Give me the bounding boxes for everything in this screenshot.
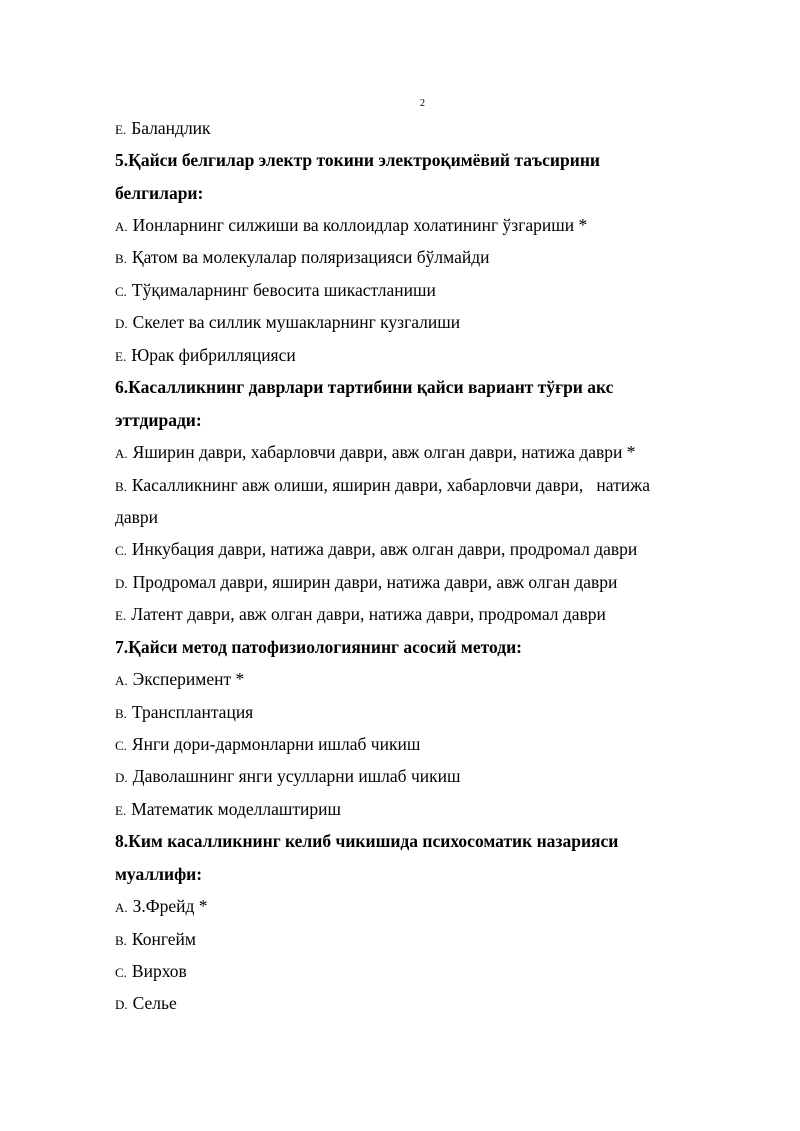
q6-option-b-cont: даври xyxy=(115,507,159,527)
q6-option-a xyxy=(115,441,636,465)
option-letter: B. xyxy=(115,479,127,494)
question-8-title-cont: муаллифи: xyxy=(115,864,203,884)
option-letter: E. xyxy=(115,349,127,364)
option-letter: D. xyxy=(115,576,128,591)
option-text: Эксперимент * xyxy=(132,669,245,689)
option-letter: B. xyxy=(115,251,127,266)
option-letter: E. xyxy=(115,122,127,137)
q7-option-e xyxy=(115,798,341,822)
option-text: Конгейм xyxy=(131,929,196,949)
option-text: Қатом ва молекулалар поляризацияси бўлмайди xyxy=(131,247,490,267)
option-text: Тўқималарнинг бевосита шикастланиши xyxy=(131,280,436,300)
option-text: Яширин даври, хабарловчи даври, авж олган даври, натижа даври * xyxy=(132,442,636,462)
option-letter: D. xyxy=(115,997,128,1012)
option-letter: E. xyxy=(115,803,127,818)
q7-option-c xyxy=(115,733,420,757)
q6-option-b xyxy=(115,474,650,498)
q6-option-c xyxy=(115,538,637,562)
q6-option-d xyxy=(115,571,617,595)
q5-option-b xyxy=(115,246,489,270)
q5-option-d xyxy=(115,311,460,335)
q7-option-a xyxy=(115,668,244,692)
option-letter: D. xyxy=(115,316,128,331)
question-5-title-cont: белгилари: xyxy=(115,183,204,203)
option-text: Латент даври, авж олган даври, натижа даври, продромал даври xyxy=(131,604,606,624)
option-e-prev xyxy=(115,117,211,141)
option-letter: A. xyxy=(115,673,128,688)
option-text: Математик моделлаштириш xyxy=(131,799,341,819)
option-letter: A. xyxy=(115,219,128,234)
q7-option-d xyxy=(115,765,460,789)
option-letter: C. xyxy=(115,284,127,299)
option-text: Продромал даври, яширин даври, натижа даври, авж олган даври xyxy=(132,572,618,592)
page-number: 2 xyxy=(420,98,425,109)
option-text: Касалликнинг авж олиши, яширин даври, хабарловчи даври, натижа xyxy=(131,475,650,495)
option-text: Янги дори-дармонларни ишлаб чикиш xyxy=(131,734,421,754)
option-text: Инкубация даври, натижа даври, авж олган даври, продромал даври xyxy=(131,539,638,559)
question-6-title-cont: эттдиради: xyxy=(115,410,202,430)
option-text: Баландлик xyxy=(131,118,211,138)
q5-option-e xyxy=(115,344,296,368)
option-letter: A. xyxy=(115,446,128,461)
question-7-title: 7.Қайси метод патофизиологиянинг асосий методи: xyxy=(115,637,522,657)
q5-option-a xyxy=(115,214,587,238)
q8-option-d xyxy=(115,992,177,1016)
option-letter: A. xyxy=(115,900,128,915)
option-text: Даволашнинг янги усулларни ишлаб чикиш xyxy=(132,766,461,786)
q8-option-a xyxy=(115,895,208,919)
option-letter: B. xyxy=(115,706,127,721)
option-letter: C. xyxy=(115,965,127,980)
q7-option-b xyxy=(115,701,253,725)
option-text: З.Фрейд * xyxy=(132,896,208,916)
q8-option-b xyxy=(115,928,196,952)
option-text: Юрак фибрилляцияси xyxy=(131,345,296,365)
option-letter: C. xyxy=(115,543,127,558)
option-letter: D. xyxy=(115,770,128,785)
option-text: Селье xyxy=(132,993,177,1013)
q5-option-c xyxy=(115,279,436,303)
option-text: Трансплантация xyxy=(131,702,254,722)
q8-option-c xyxy=(115,960,187,984)
question-6-title: 6.Касалликнинг даврлари тартибини қайси вариант тўғри акс xyxy=(115,377,614,397)
option-letter: C. xyxy=(115,738,127,753)
option-text: Вирхов xyxy=(131,961,187,981)
option-text: Скелет ва силлик мушакларнинг кузгалиши xyxy=(132,312,461,332)
question-5-title: 5.Қайси белгилар электр токини электроқимёвий таъсирини xyxy=(115,150,600,170)
option-letter: E. xyxy=(115,608,127,623)
option-text: Ионларнинг силжиши ва коллоидлар холатининг ўзгариши * xyxy=(132,215,588,235)
question-8-title: 8.Ким касалликнинг келиб чикишида психосоматик назарияси xyxy=(115,831,619,851)
option-letter: B. xyxy=(115,933,127,948)
q6-option-e xyxy=(115,603,606,627)
